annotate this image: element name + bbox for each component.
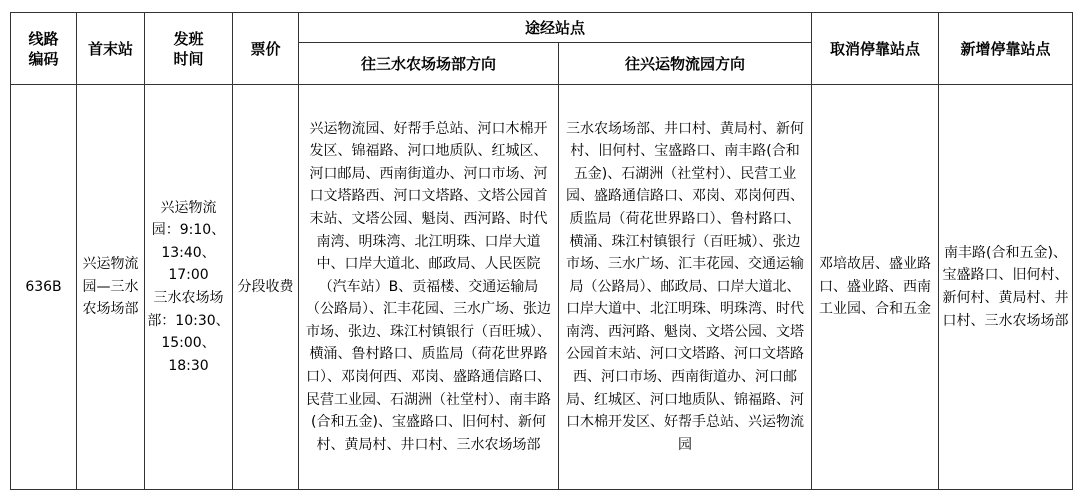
- route-code-cell: 636B: [11, 85, 77, 490]
- header-fare: 票价: [233, 13, 299, 85]
- header-stops: 途经站点: [299, 13, 812, 43]
- header-departure-time: 发班 时间: [145, 13, 233, 85]
- cancelled-stops-cell: 邓培故居、盛业路口、盛业路、西南工业园、合和五金: [812, 85, 939, 490]
- header-new-stops: 新增停靠站点: [939, 13, 1073, 85]
- route-table-wrapper: [10, 12, 1073, 490]
- header-stops-direction-2: 往兴运物流园方向: [559, 43, 812, 85]
- terminals-cell: 兴运物流园—三水农场场部: [77, 85, 145, 490]
- fare-cell: 分段收费: [233, 85, 299, 490]
- header-terminals: 首末站: [77, 13, 145, 85]
- header-cancelled-stops: 取消停靠站点: [812, 13, 939, 85]
- header-stops-direction-1: 往三水农场场部方向: [299, 43, 559, 85]
- stops-direction-2-cell: 三水农场场部、井口村、黄局村、新何村、旧何村、宝盛路口、南丰路(合和五金)、石湖洲（社堂村）、民营工业园、盛路通信路口、邓岗、邓岗何西、质监局（荷花世界路口）、鲁村路口、横涌、珠江村镇银行（百旺城）、张边市场、三水广场、汇丰花园、交通运输局（公路局）、邮政局、口岸大道北、口岸大道中、北江明珠、明珠湾、时代南湾、西河路、魁岗、文塔公园、文塔公园首末站、河口文塔路、河口文塔路西、河口市场、西南街道办、河口邮局、红城区、河口地质队、锦福路、河口木棉开发区、好帮手总站、兴运物流园: [559, 85, 812, 490]
- new-stops-cell: 南丰路(合和五金)、宝盛路口、旧何村、新何村、黄局村、井口村、三水农场场部: [939, 85, 1073, 490]
- route-row: [11, 85, 1073, 490]
- departure-time-cell: 兴运物流园：9:10、13:40、17:00 三水农场场部：10:30、15:00、18:30: [145, 85, 233, 490]
- stops-direction-1-cell: 兴运物流园、好帮手总站、河口木棉开发区、锦福路、河口地质队、红城区、河口邮局、西南街道办、河口市场、河口文塔路西、河口文塔路、文塔公园首末站、文塔公园、魁岗、西河路、时代南湾、明珠湾、北江明珠、口岸大道中、口岸大道北、邮政局、人民医院（汽车站）B、贡福楼、交通运输局（公路局）、汇丰花园、三水广场、张边市场、张边、珠江村镇银行（百旺城）、横涌、鲁村路口、质监局（荷花世界路口）、邓岗何西、邓岗、盛路通信路口、民营工业园、石湖洲（社堂村）、南丰路(合和五金)、宝盛路口、旧何村、新何村、黄局村、井口村、三水农场场部: [299, 85, 559, 490]
- header-route-code: 线路 编码: [11, 13, 77, 85]
- header-row-1: [11, 13, 1073, 43]
- route-table: [10, 12, 1073, 490]
